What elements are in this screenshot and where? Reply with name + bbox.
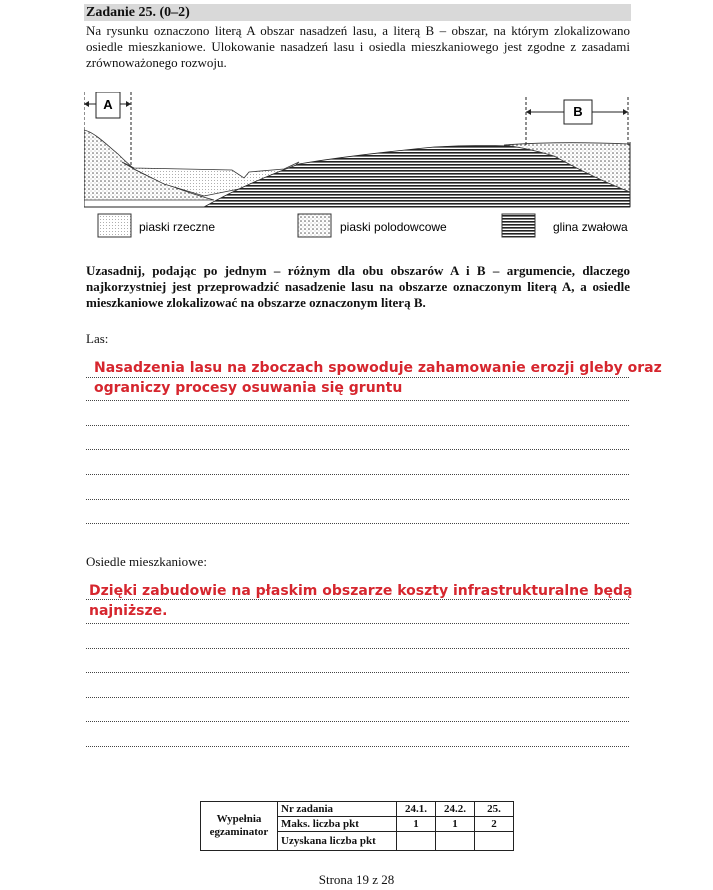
housing-label: Osiedle mieszkaniowe: bbox=[86, 554, 207, 569]
answer-line bbox=[86, 599, 629, 600]
task-title: Zadanie 25. (0–2) bbox=[86, 5, 190, 20]
answer-line bbox=[86, 746, 629, 747]
obtained-points-cell[interactable] bbox=[436, 832, 475, 851]
task-number-cell: 24.2. bbox=[436, 802, 475, 817]
answer-line bbox=[86, 697, 629, 698]
answer-line bbox=[86, 721, 629, 722]
row-task-number-label: Nr zadania bbox=[278, 802, 397, 817]
fill-label-1: Wypełnia bbox=[216, 813, 262, 825]
housing-answer-line-2: najniższe. bbox=[89, 603, 168, 619]
obtained-points-cell[interactable] bbox=[475, 832, 514, 851]
legend-glacial-sand: piaski polodowcowe bbox=[340, 220, 447, 234]
answer-line bbox=[86, 499, 629, 500]
answer-line bbox=[86, 377, 629, 378]
legend-river-sand: piaski rzeczne bbox=[139, 220, 216, 234]
max-points-cell: 1 bbox=[436, 817, 475, 832]
fill-label-2: egzaminator bbox=[209, 826, 269, 838]
forest-answer-line-2: ograniczy procesy osuwania się gruntu bbox=[94, 380, 403, 396]
row-obtained-points-label: Uzyskana liczba pkt bbox=[278, 832, 397, 851]
forest-answer-line-1: Nasadzenia lasu na zboczach spowoduje zahamowanie erozji gleby oraz bbox=[94, 360, 662, 376]
legend-glacial-till-swatch bbox=[502, 214, 535, 237]
cross-section-diagram bbox=[84, 92, 632, 242]
task-number-cell: 25. bbox=[475, 802, 514, 817]
row-max-points-label: Maks. liczba pkt bbox=[278, 817, 397, 832]
housing-answer-line-1: Dzięki zabudowie na płaskim obszarze koszty infrastrukturalne będą bbox=[89, 583, 633, 599]
task-question: Uzasadnij, podając po jednym – różnym dla obu obszarów A i B – argumencie, dlaczego najkorzystniej jest przeprowadzić nasadzenie lasu na obszarze oznaczonym literą A, a osiedle mieszkaniowe zlokalizować na obszarze oznaczonym literą B. bbox=[86, 263, 630, 310]
answer-line bbox=[86, 672, 629, 673]
answer-line bbox=[86, 623, 629, 624]
answer-line bbox=[86, 400, 629, 401]
obtained-points-cell[interactable] bbox=[397, 832, 436, 851]
answer-line bbox=[86, 449, 629, 450]
max-points-cell: 2 bbox=[475, 817, 514, 832]
label-b: B bbox=[573, 104, 583, 119]
legend-river-sand-swatch bbox=[98, 214, 131, 237]
forest-label: Las: bbox=[86, 331, 109, 346]
answer-line bbox=[86, 648, 629, 649]
answer-line bbox=[86, 425, 629, 426]
max-points-cell: 1 bbox=[397, 817, 436, 832]
examiner-cell bbox=[201, 802, 278, 851]
page-number: Strona 19 z 28 bbox=[318, 872, 395, 887]
label-a: A bbox=[103, 97, 113, 112]
answer-line bbox=[86, 523, 629, 524]
score-table bbox=[200, 801, 514, 851]
task-number-cell: 24.1. bbox=[397, 802, 436, 817]
answer-line bbox=[86, 474, 629, 475]
legend-glacial-sand-swatch bbox=[298, 214, 331, 237]
task-intro: Na rysunku oznaczono literą A obszar nasadzeń lasu, a literą B – obszar, na którym zlokalizowano osiedle mieszkaniowe. Ulokowanie nasadzeń lasu i osiedla mieszkaniowego jest zgodne z zasadami zrównoważonego rozwoju. bbox=[86, 23, 630, 70]
legend-glacial-till: glina zwałowa bbox=[553, 220, 628, 234]
